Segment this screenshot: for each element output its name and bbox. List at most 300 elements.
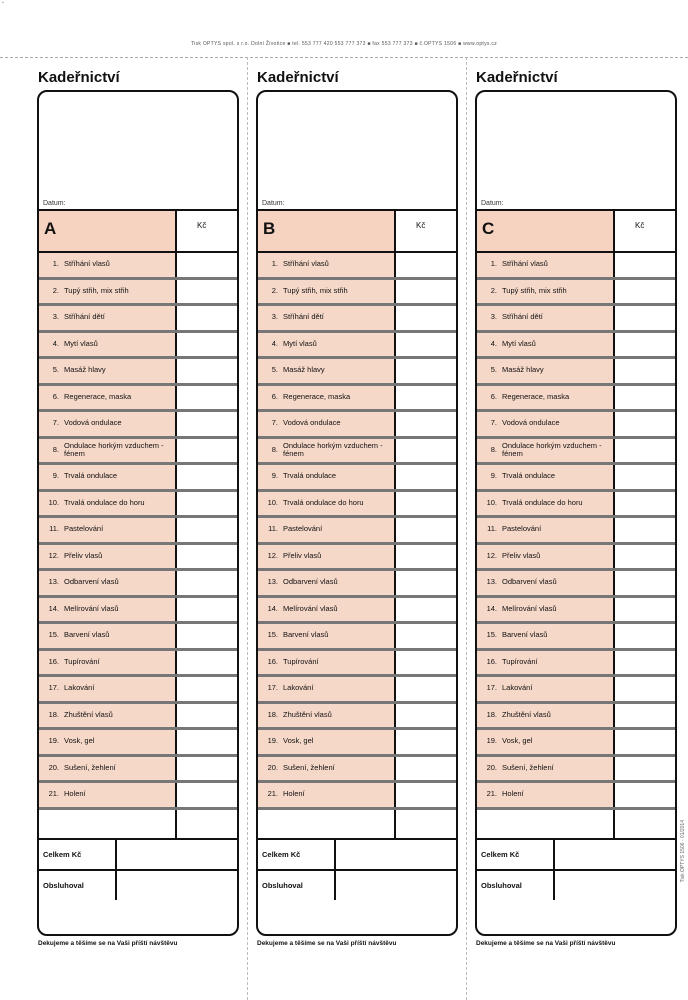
blank-price-field[interactable] (177, 810, 237, 838)
service-price-field[interactable] (615, 598, 675, 622)
service-price-field[interactable] (615, 306, 675, 330)
service-price-field[interactable] (177, 677, 237, 701)
perforation-1 (247, 57, 248, 1000)
service-number: 2. (271, 285, 278, 295)
service-name (258, 492, 396, 516)
service-number: 8. (490, 444, 497, 454)
service-price-field[interactable] (396, 704, 456, 728)
service-price-field[interactable] (396, 492, 456, 516)
service-row (477, 280, 675, 307)
service-name (477, 518, 615, 542)
total-label: Celkem Kč (258, 840, 336, 869)
service-number: 15. (267, 630, 278, 640)
service-name (258, 518, 396, 542)
coupon-b (256, 66, 458, 947)
blank-row (477, 810, 675, 840)
service-row (39, 730, 237, 757)
service-price-field[interactable] (177, 757, 237, 781)
corner-mark: ▪ (2, 0, 4, 6)
service-number: 9. (490, 471, 497, 481)
service-name (258, 333, 396, 357)
service-row (39, 439, 237, 466)
service-price-field[interactable] (177, 333, 237, 357)
service-price-field[interactable] (396, 439, 456, 463)
service-row (258, 359, 456, 386)
blank-price-field[interactable] (615, 810, 675, 838)
date-field[interactable] (39, 92, 237, 211)
service-price-field[interactable] (615, 386, 675, 410)
service-number: 20. (267, 762, 278, 772)
service-name (39, 439, 177, 463)
service-price-field[interactable] (615, 677, 675, 701)
service-list (477, 253, 675, 810)
service-price-field[interactable] (615, 545, 675, 569)
service-label: Tupírování (283, 656, 319, 666)
service-row (477, 333, 675, 360)
service-label: Vodová ondulace (502, 418, 560, 428)
service-number: 14. (486, 603, 497, 613)
service-price-field[interactable] (615, 571, 675, 595)
service-name (258, 253, 396, 277)
service-number: 16. (48, 656, 59, 666)
price-header: Kč (396, 211, 456, 251)
service-number: 4. (490, 338, 497, 348)
coupon-title: Kadeřnictví (476, 69, 558, 86)
served-field[interactable] (117, 871, 237, 900)
service-label: Mytí vlasů (502, 338, 536, 348)
service-price-field[interactable] (396, 359, 456, 383)
service-label: Pastelování (283, 524, 323, 534)
service-price-field[interactable] (396, 412, 456, 436)
thank-you-note: Dekujeme a těšíme se na Vaši příští návštěvu (38, 940, 178, 947)
service-price-field[interactable] (396, 598, 456, 622)
service-number: 7. (271, 418, 278, 428)
service-row (39, 280, 237, 307)
service-number: 2. (490, 285, 497, 295)
service-row (39, 598, 237, 625)
service-name (39, 783, 177, 807)
service-name (258, 465, 396, 489)
service-price-field[interactable] (177, 571, 237, 595)
blank-price-field[interactable] (396, 810, 456, 838)
service-number: 20. (486, 762, 497, 772)
service-name (39, 624, 177, 648)
service-row (477, 518, 675, 545)
service-number: 17. (48, 683, 59, 693)
service-price-field[interactable] (396, 677, 456, 701)
service-row (258, 492, 456, 519)
service-name (39, 677, 177, 701)
service-row (39, 359, 237, 386)
service-name (477, 783, 615, 807)
service-row (39, 492, 237, 519)
service-number: 5. (52, 365, 59, 375)
service-number: 2. (52, 285, 59, 295)
service-name (258, 439, 396, 463)
service-label: Stříhání vlasů (502, 259, 548, 269)
service-number: 21. (486, 789, 497, 799)
service-label: Vosk, gel (283, 736, 314, 746)
service-row (477, 359, 675, 386)
service-number: 10. (486, 497, 497, 507)
service-label: Stříhání dětí (283, 312, 324, 322)
service-price-field[interactable] (177, 306, 237, 330)
service-price-field[interactable] (177, 545, 237, 569)
date-field[interactable] (477, 92, 675, 211)
service-price-field[interactable] (177, 439, 237, 463)
service-row (39, 677, 237, 704)
service-label: Barvení vlasů (502, 630, 548, 640)
service-name (258, 412, 396, 436)
served-row (258, 871, 456, 900)
service-name (39, 730, 177, 754)
service-price-field[interactable] (396, 306, 456, 330)
service-name (477, 333, 615, 357)
service-row (477, 783, 675, 810)
service-name (258, 757, 396, 781)
service-number: 15. (486, 630, 497, 640)
service-name (258, 386, 396, 410)
service-row (258, 333, 456, 360)
service-label: Sušení, žehlení (283, 762, 335, 772)
service-price-field[interactable] (177, 518, 237, 542)
service-price-field[interactable] (615, 412, 675, 436)
service-price-field[interactable] (615, 651, 675, 675)
service-label: Lakování (64, 683, 95, 693)
service-label: Stříhání vlasů (283, 259, 329, 269)
service-name (477, 280, 615, 304)
service-label: Vosk, gel (502, 736, 533, 746)
service-label: Mytí vlasů (64, 338, 98, 348)
service-label: Vosk, gel (64, 736, 95, 746)
service-price-field[interactable] (396, 386, 456, 410)
service-label: Ondulace horkým vzduchem - fénem (64, 440, 164, 459)
service-number: 13. (267, 577, 278, 587)
served-label: Obsluhoval (477, 871, 555, 900)
service-label: Lakování (283, 683, 314, 693)
service-name (477, 677, 615, 701)
service-name (258, 306, 396, 330)
service-price-field[interactable] (396, 730, 456, 754)
service-name (258, 730, 396, 754)
service-price-field[interactable] (177, 783, 237, 807)
service-row (477, 492, 675, 519)
service-label: Barvení vlasů (64, 630, 110, 640)
service-number: 14. (48, 603, 59, 613)
served-field[interactable] (555, 871, 675, 900)
top-perforation (0, 57, 688, 58)
service-row (477, 386, 675, 413)
served-row (39, 871, 237, 900)
service-price-field[interactable] (396, 518, 456, 542)
service-name (39, 412, 177, 436)
served-field[interactable] (336, 871, 456, 900)
service-price-field[interactable] (396, 545, 456, 569)
service-number: 14. (267, 603, 278, 613)
service-row (258, 571, 456, 598)
service-label: Tupírování (64, 656, 100, 666)
date-label: Datum: (43, 200, 66, 207)
served-label: Obsluhoval (258, 871, 336, 900)
service-label: Přeliv vlasů (502, 550, 541, 560)
service-price-field[interactable] (615, 439, 675, 463)
service-label: Vodová ondulace (283, 418, 341, 428)
service-number: 10. (48, 497, 59, 507)
service-label: Ondulace horkým vzduchem - fénem (283, 440, 383, 459)
service-number: 16. (267, 656, 278, 666)
service-price-field[interactable] (177, 386, 237, 410)
service-name (477, 439, 615, 463)
service-number: 9. (271, 471, 278, 481)
service-label: Stříhání dětí (64, 312, 105, 322)
service-number: 11. (487, 524, 497, 534)
service-name (39, 465, 177, 489)
service-price-field[interactable] (177, 412, 237, 436)
service-label: Trvalá ondulace (502, 471, 556, 481)
service-price-field[interactable] (615, 465, 675, 489)
total-row (477, 840, 675, 871)
service-label: Trvalá ondulace do horu (502, 497, 583, 507)
service-row (258, 651, 456, 678)
service-label: Barvení vlasů (283, 630, 329, 640)
service-price-field[interactable] (177, 730, 237, 754)
service-number: 5. (490, 365, 497, 375)
service-label: Zhuštění vlasů (502, 709, 551, 719)
service-number: 19. (48, 736, 59, 746)
service-row (477, 624, 675, 651)
date-field[interactable] (258, 92, 456, 211)
service-row (39, 253, 237, 280)
service-number: 3. (52, 312, 59, 322)
service-price-field[interactable] (615, 280, 675, 304)
service-name (258, 280, 396, 304)
service-price-field[interactable] (177, 624, 237, 648)
service-label: Masáž hlavy (64, 365, 106, 375)
service-name (477, 704, 615, 728)
service-name (39, 492, 177, 516)
total-label: Celkem Kč (477, 840, 555, 869)
service-number: 12. (267, 550, 278, 560)
service-label: Regenerace, maska (502, 391, 570, 401)
service-row (477, 677, 675, 704)
service-price-field[interactable] (615, 492, 675, 516)
service-price-field[interactable] (396, 651, 456, 675)
service-number: 6. (490, 391, 497, 401)
service-price-field[interactable] (177, 280, 237, 304)
service-price-field[interactable] (615, 359, 675, 383)
service-label: Tupý střih, mix střih (283, 285, 348, 295)
service-label: Odbarvení vlasů (64, 577, 119, 587)
service-row (477, 439, 675, 466)
service-row (39, 306, 237, 333)
service-row (258, 783, 456, 810)
service-name (477, 651, 615, 675)
service-label: Regenerace, maska (283, 391, 351, 401)
service-number: 7. (52, 418, 59, 428)
service-label: Tupírování (502, 656, 538, 666)
service-name (39, 518, 177, 542)
service-label: Holení (502, 789, 524, 799)
service-name (477, 757, 615, 781)
service-name (477, 306, 615, 330)
service-number: 17. (486, 683, 497, 693)
service-row (39, 465, 237, 492)
total-field[interactable] (336, 840, 456, 869)
service-number: 15. (48, 630, 59, 640)
service-number: 18. (48, 709, 59, 719)
coupon-letter: B (258, 211, 396, 251)
service-row (258, 518, 456, 545)
service-label: Holení (64, 789, 86, 799)
service-price-field[interactable] (396, 571, 456, 595)
total-field[interactable] (555, 840, 675, 869)
service-price-field[interactable] (177, 598, 237, 622)
service-name (39, 651, 177, 675)
service-number: 3. (271, 312, 278, 322)
service-price-field[interactable] (177, 253, 237, 277)
service-price-field[interactable] (177, 492, 237, 516)
service-row (39, 651, 237, 678)
served-label: Obsluhoval (39, 871, 117, 900)
service-name (477, 598, 615, 622)
service-name (477, 359, 615, 383)
service-name (477, 492, 615, 516)
date-label: Datum: (481, 200, 504, 207)
service-row (39, 386, 237, 413)
service-label: Melírování vlasů (502, 603, 557, 613)
service-row (39, 757, 237, 784)
print-info: Tisk OPTYS spol. s r.o. Dolní Životice ■ tel. 553 777 420 553 777 373 ■ fax 553 777 373 ■ č.OPTYS 1506 ■ www.optys.cz (190, 41, 498, 47)
service-label: Sušení, žehlení (502, 762, 554, 772)
service-price-field[interactable] (615, 730, 675, 754)
service-row (258, 704, 456, 731)
service-price-field[interactable] (615, 518, 675, 542)
service-price-field[interactable] (177, 651, 237, 675)
service-label: Tupý střih, mix střih (502, 285, 567, 295)
service-row (477, 704, 675, 731)
side-note: Tisk OPTYS 1506 - 01/2014 (680, 820, 686, 883)
service-price-field[interactable] (615, 783, 675, 807)
service-label: Trvalá ondulace (64, 471, 118, 481)
thank-you-note: Dekujeme a těšíme se na Vaši příští návštěvu (257, 940, 397, 947)
service-row (477, 465, 675, 492)
service-row (39, 704, 237, 731)
service-price-field[interactable] (396, 253, 456, 277)
service-price-field[interactable] (615, 253, 675, 277)
price-header: Kč (615, 211, 675, 251)
service-row (258, 545, 456, 572)
service-row (477, 651, 675, 678)
service-name (258, 598, 396, 622)
service-number: 18. (267, 709, 278, 719)
service-price-field[interactable] (177, 465, 237, 489)
service-price-field[interactable] (615, 333, 675, 357)
service-price-field[interactable] (615, 624, 675, 648)
service-row (477, 730, 675, 757)
service-label: Trvalá ondulace do horu (64, 497, 145, 507)
service-number: 9. (52, 471, 59, 481)
service-price-field[interactable] (396, 783, 456, 807)
service-row (258, 757, 456, 784)
service-label: Ondulace horkým vzduchem - fénem (502, 440, 602, 459)
service-row (477, 545, 675, 572)
service-label: Odbarvení vlasů (283, 577, 338, 587)
perforation-2 (466, 57, 467, 1000)
service-number: 6. (271, 391, 278, 401)
service-number: 20. (48, 762, 59, 772)
service-name (39, 359, 177, 383)
service-name (258, 677, 396, 701)
service-row (39, 545, 237, 572)
service-name (258, 651, 396, 675)
service-label: Trvalá ondulace do horu (283, 497, 364, 507)
service-label: Zhuštění vlasů (283, 709, 332, 719)
service-name (39, 386, 177, 410)
service-number: 21. (267, 789, 278, 799)
service-label: Pastelování (502, 524, 542, 534)
service-row (258, 730, 456, 757)
service-price-field[interactable] (396, 465, 456, 489)
service-label: Tupý střih, mix střih (64, 285, 129, 295)
service-number: 13. (48, 577, 59, 587)
service-name (477, 571, 615, 595)
service-price-field[interactable] (396, 757, 456, 781)
service-label: Regenerace, maska (64, 391, 132, 401)
service-label: Stříhání dětí (502, 312, 543, 322)
coupon-title: Kadeřnictví (38, 69, 120, 86)
service-label: Sušení, žehlení (64, 762, 116, 772)
thank-you-note: Dekujeme a těšíme se na Vaši příští návštěvu (476, 940, 616, 947)
service-row (258, 280, 456, 307)
service-name (477, 386, 615, 410)
total-field[interactable] (117, 840, 237, 869)
service-row (39, 571, 237, 598)
service-price-field[interactable] (396, 624, 456, 648)
service-number: 6. (52, 391, 59, 401)
service-number: 7. (490, 418, 497, 428)
service-number: 16. (486, 656, 497, 666)
blank-cell (258, 810, 396, 838)
service-number: 1. (271, 259, 278, 269)
service-label: Odbarvení vlasů (502, 577, 557, 587)
total-row (39, 840, 237, 871)
service-list (39, 253, 237, 810)
service-price-field[interactable] (396, 280, 456, 304)
service-name (39, 306, 177, 330)
service-number: 18. (486, 709, 497, 719)
coupon-letter: A (39, 211, 177, 251)
service-row (39, 624, 237, 651)
service-name (258, 359, 396, 383)
service-price-field[interactable] (396, 333, 456, 357)
service-number: 10. (267, 497, 278, 507)
service-number: 13. (486, 577, 497, 587)
service-price-field[interactable] (177, 359, 237, 383)
total-row (258, 840, 456, 871)
service-row (258, 598, 456, 625)
service-number: 5. (271, 365, 278, 375)
service-name (258, 571, 396, 595)
blank-cell (39, 810, 177, 838)
service-name (39, 253, 177, 277)
service-price-field[interactable] (615, 757, 675, 781)
service-name (39, 571, 177, 595)
service-price-field[interactable] (615, 704, 675, 728)
service-label: Pastelování (64, 524, 104, 534)
service-number: 1. (490, 259, 497, 269)
blank-row (258, 810, 456, 840)
service-price-field[interactable] (177, 704, 237, 728)
